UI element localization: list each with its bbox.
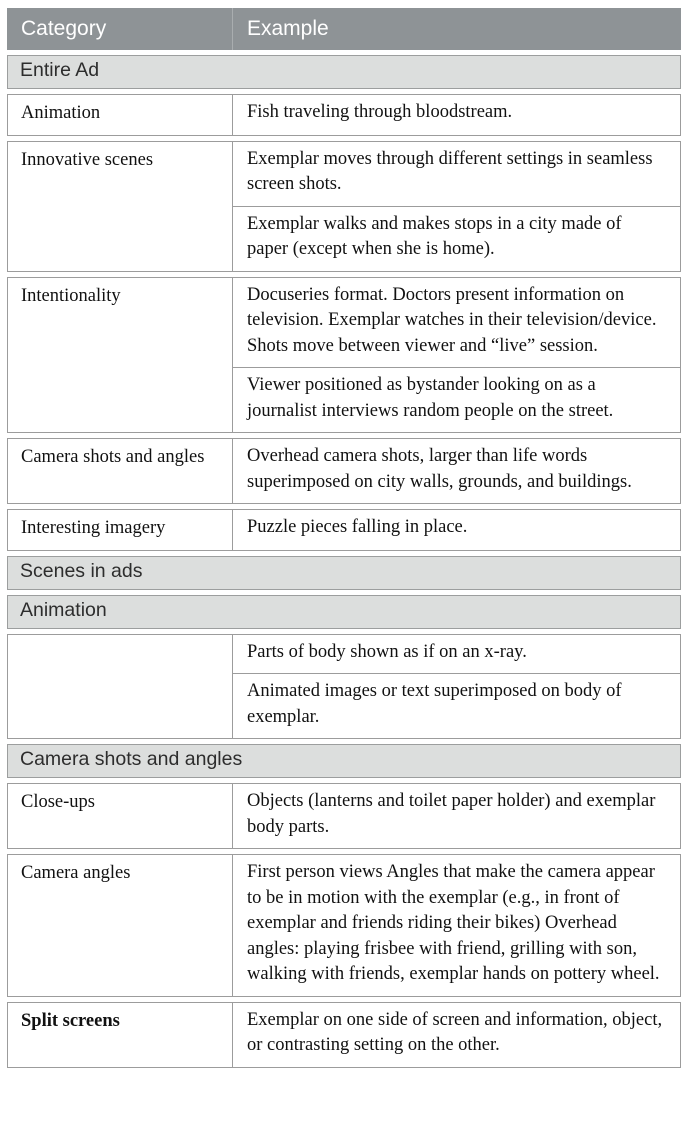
example-cell: Parts of body shown as if on an x-ray. [247,641,527,662]
category-cell: Camera shots and angles [8,439,233,503]
example-cell: Objects (lanterns and toilet paper holder) and exemplar body parts. [247,791,656,837]
column-header-category: Category [7,8,233,50]
section-header [7,744,681,778]
table-row [7,94,681,136]
example-cell: Exemplar walks and makes stops in a city made of paper (except when she is home). [233,206,680,271]
example-column [233,510,680,550]
example-column [233,278,680,433]
category-cell: Split screens [8,1003,233,1067]
table-row [7,783,681,849]
section-header-label: Entire Ad [20,59,100,81]
table-header-row [7,8,681,50]
example-column [233,95,680,135]
section-header [7,55,681,89]
table-row [7,1002,681,1068]
table-row [7,141,681,272]
table-row [7,438,681,504]
example-column [233,439,680,503]
table-row [7,634,681,740]
example-cell: Viewer positioned as bystander looking on as a journalist interviews random people on the street. [233,367,680,432]
section-header [7,595,681,629]
example-column [233,855,680,996]
coding-table [7,8,681,1068]
example-cell: Docuseries format. Doctors present information on television. Exemplar watches in their television/device. Shots move between viewer and “live” session. [247,284,657,356]
section-header-label: Scenes in ads [20,559,143,582]
example-column [233,1003,680,1067]
category-cell: Interesting imagery [8,510,233,550]
category-cell: Close-ups [8,784,233,848]
category-cell: Intentionality [8,278,233,433]
example-cell: Puzzle pieces falling in place. [247,517,468,537]
table-row [7,277,681,434]
table-row [7,854,681,997]
category-cell: Animation [8,95,233,135]
category-cell: Camera angles [8,855,233,996]
category-cell: Innovative scenes [8,142,233,271]
section-header [7,556,681,590]
section-header-label: Animation [20,598,107,621]
category-cell [8,635,233,739]
example-cell: Exemplar moves through different settings in seamless screen shots. [247,148,653,194]
example-column [233,784,680,848]
example-cell: Exemplar on one side of screen and information, object, or contrasting setting on the other. [247,1009,663,1055]
example-cell: Overhead camera shots, larger than life words superimposed on city walls, grounds, and buildings. [247,446,632,492]
example-cell: Fish traveling through bloodstream. [247,102,513,122]
example-column [233,142,680,271]
example-column [233,635,680,739]
example-cell: First person views Angles that make the camera appear to be in motion with the exemplar (e.g., in front of exemplar and friends riding their bikes) Overhead angles: playing frisbee with friend, grilling with son, walking with friends, exemplar hands on pottery wheel. [247,862,660,984]
column-header-example: Example [247,17,329,40]
section-header-label: Camera shots and angles [20,748,243,770]
example-cell: Animated images or text superimposed on body of exemplar. [233,673,680,738]
table-row [7,509,681,551]
